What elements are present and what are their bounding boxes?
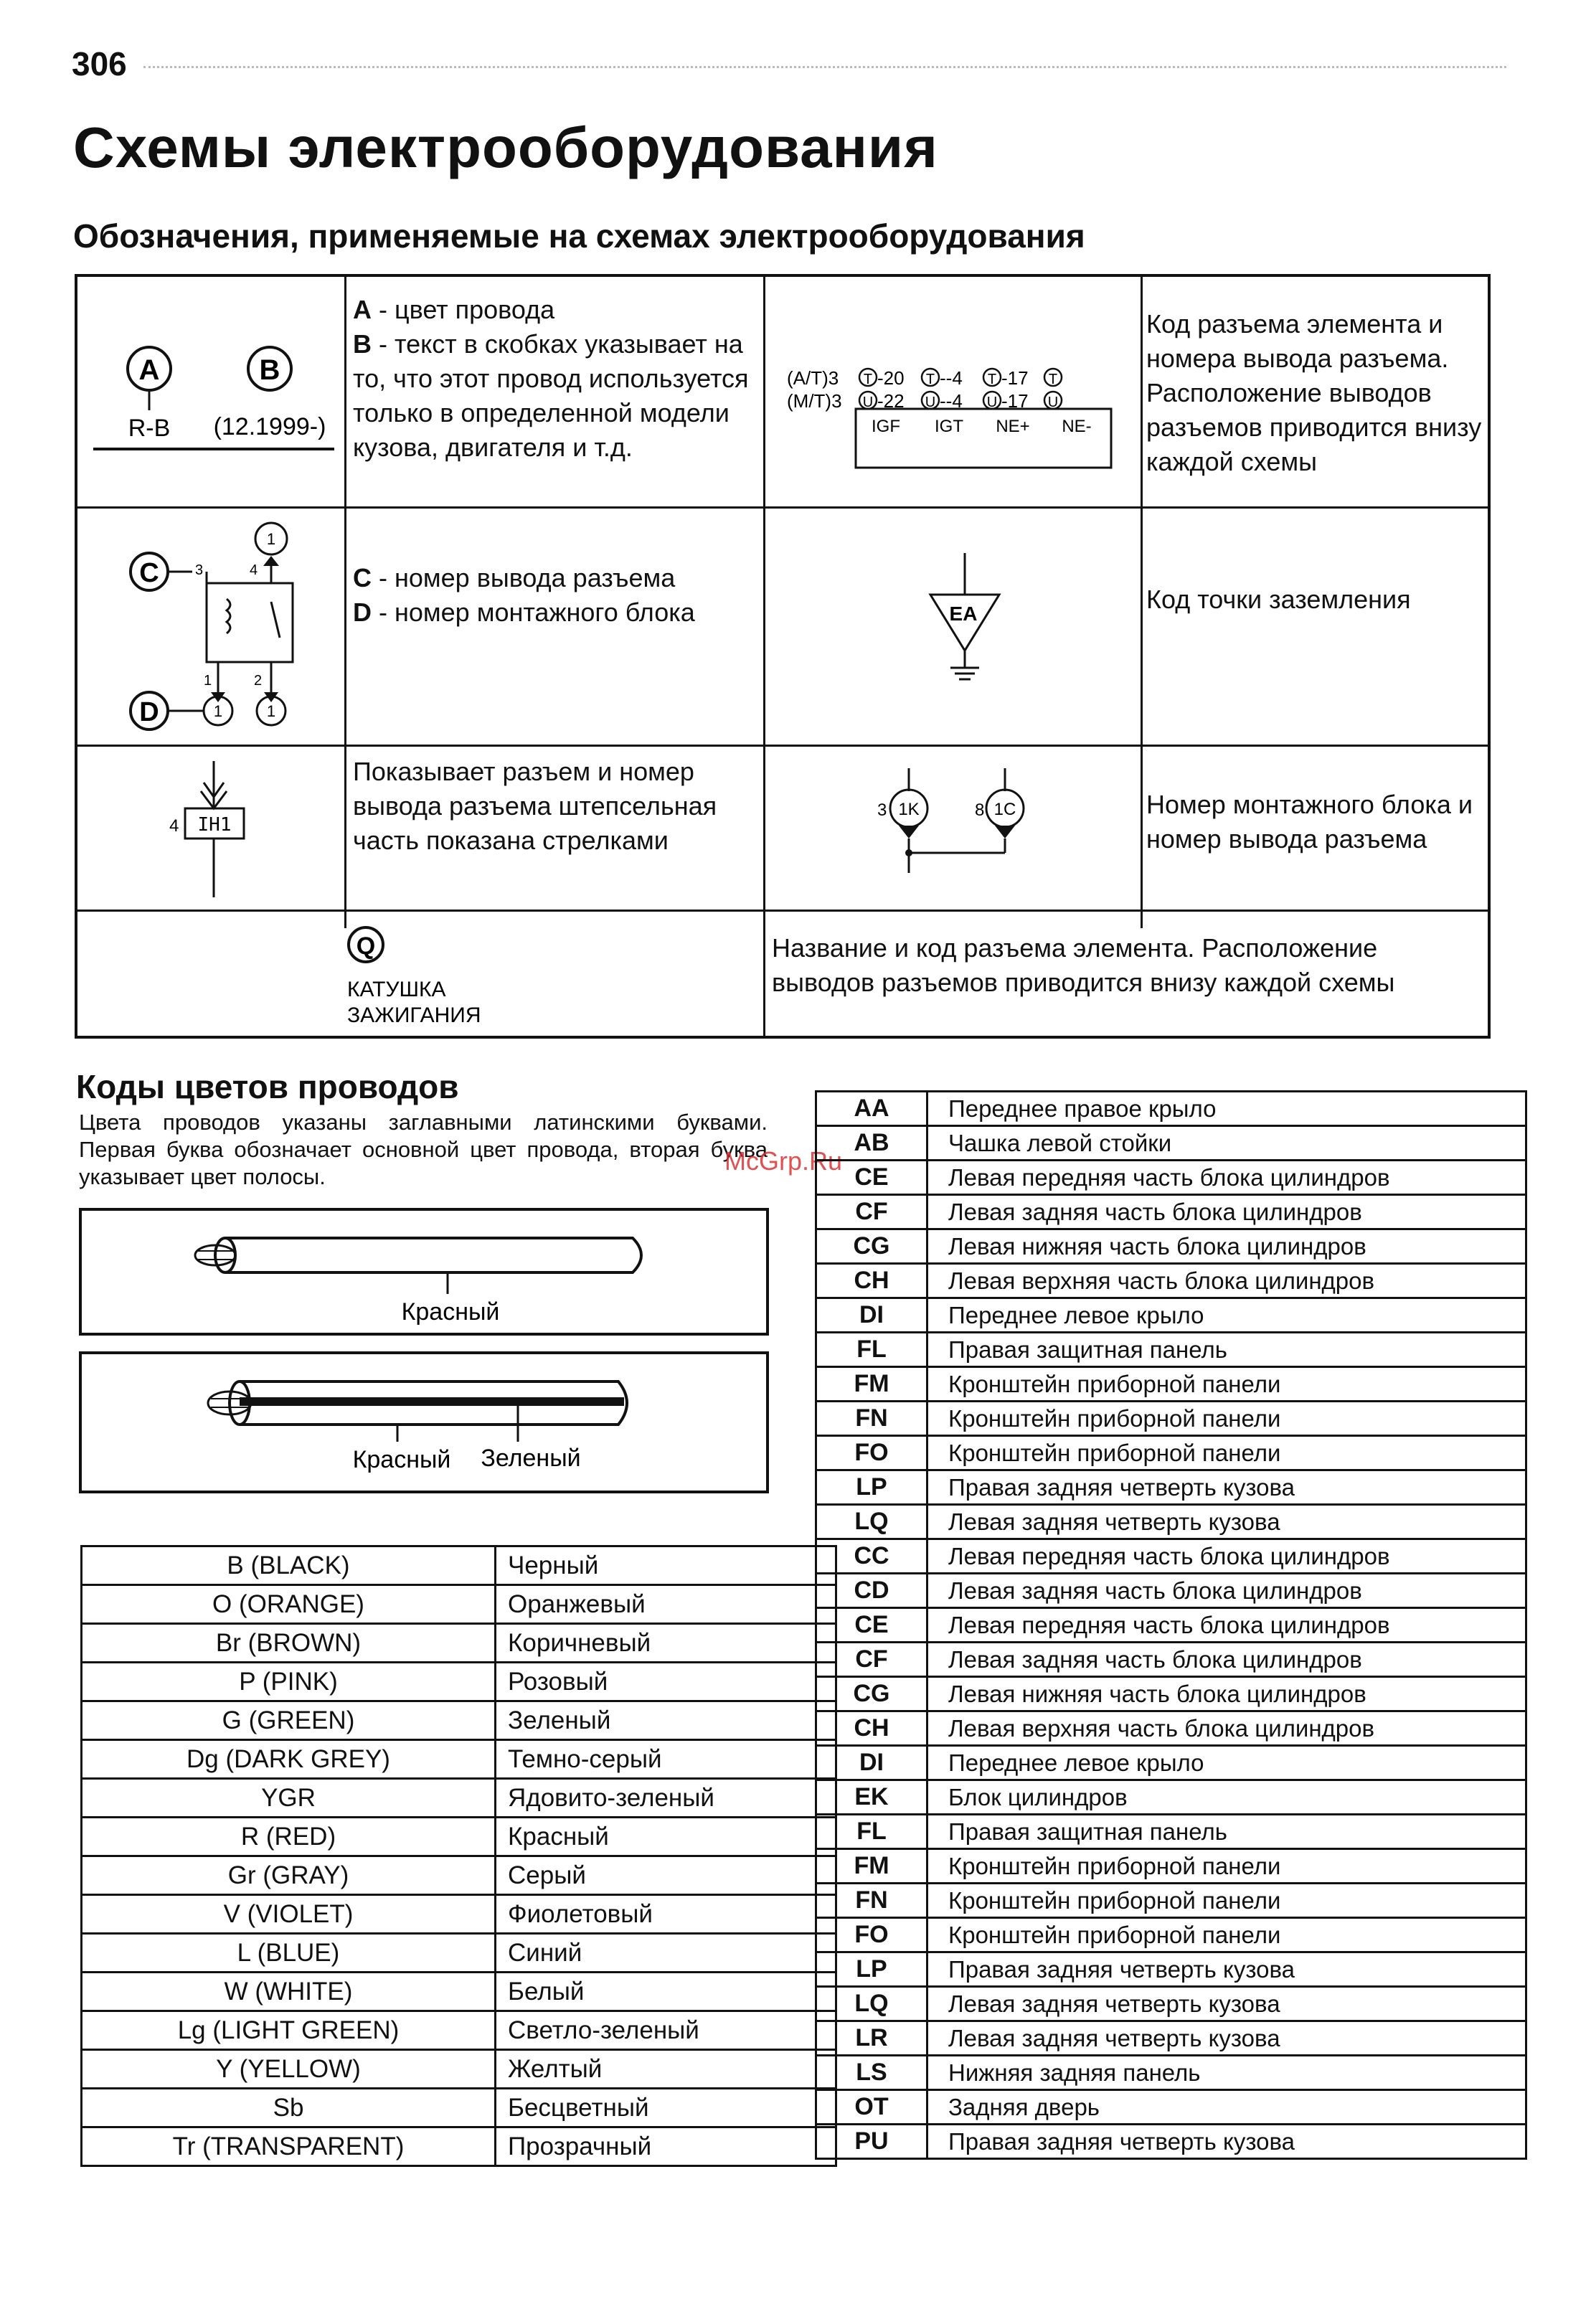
junction-block-graphic xyxy=(765,747,1141,910)
connector-line-6: -22 xyxy=(877,390,905,412)
junction-block-description: Номер монтажного блока и номер вывода разъема xyxy=(1146,790,1473,854)
table-row xyxy=(816,1367,1526,1402)
wire-colors-heading: Коды цветов проводов xyxy=(76,1068,459,1105)
wire-color-description xyxy=(353,293,755,465)
pin-t: T xyxy=(925,372,935,387)
connector-graphic xyxy=(765,277,1141,506)
block-code-2: 1C xyxy=(993,800,1016,819)
color-name: Черный xyxy=(496,1546,836,1585)
color-name: Прозрачный xyxy=(496,2127,836,2166)
table-row xyxy=(816,1746,1526,1780)
table-row xyxy=(816,2021,1526,2056)
color-code: V (VIOLET) xyxy=(82,1895,496,1934)
table-row xyxy=(82,1895,836,1934)
legend-divider xyxy=(344,277,346,928)
table-row xyxy=(816,1918,1526,1952)
location-name: Левая нижняя часть блока цилиндров xyxy=(927,1677,1526,1711)
label-b: (12.1999-) xyxy=(213,413,326,440)
page-number: 306 xyxy=(72,45,127,82)
wire-color-table xyxy=(80,1545,837,2167)
color-code: Sb xyxy=(82,2089,496,2127)
location-name: Кронштейн приборной панели xyxy=(927,1884,1526,1918)
location-code: CF xyxy=(816,1195,927,1229)
color-code: Lg (LIGHT GREEN) xyxy=(82,2011,496,2050)
watermark: McGrp.Ru xyxy=(724,1146,843,1176)
table-row xyxy=(82,1546,836,1585)
solid-wire-illustration xyxy=(79,1208,769,1336)
color-code: Y (YELLOW) xyxy=(82,2050,496,2089)
connector-line-2: -20 xyxy=(877,367,905,389)
junction-block-symbol xyxy=(765,747,1141,910)
ground-code: EA xyxy=(949,603,978,625)
legend-table xyxy=(75,274,1491,1039)
table-row xyxy=(816,1849,1526,1884)
location-code: FM xyxy=(816,1849,927,1884)
relay-symbol xyxy=(77,509,344,745)
connector-description: Код разъема элемента и номера вывода разъема. Расположение выводов разъемов приводится внизу каждой схемы xyxy=(1146,309,1482,476)
terminal-ne-minus: NE- xyxy=(1062,417,1092,436)
desc-b-text: - текст в скобках указывает на то, что этот провод используется только в определенной модели кузова, двигателя и т.д. xyxy=(353,329,749,462)
connector-line-8: -17 xyxy=(1001,390,1029,412)
location-code: DI xyxy=(816,1746,927,1780)
location-code: OT xyxy=(816,2090,927,2125)
color-code: G (GREEN) xyxy=(82,1701,496,1740)
circle-bottom-left: 1 xyxy=(213,702,223,720)
table-row xyxy=(82,1818,836,1856)
table-row xyxy=(82,1856,836,1895)
color-name: Бесцветный xyxy=(496,2089,836,2127)
table-row xyxy=(82,2011,836,2050)
table-row xyxy=(816,2090,1526,2125)
location-name: Левая верхняя часть блока цилиндров xyxy=(927,1264,1526,1298)
table-row xyxy=(816,1436,1526,1470)
location-name: Левая нижняя часть блока цилиндров xyxy=(927,1229,1526,1264)
table-row xyxy=(816,1195,1526,1229)
location-code: FO xyxy=(816,1436,927,1470)
desc-a-text: - цвет провода xyxy=(372,295,555,324)
pin-t: T xyxy=(863,372,873,387)
desc-c-key: C xyxy=(353,563,372,592)
location-code: FO xyxy=(816,1918,927,1952)
pin-top: 1 xyxy=(266,530,276,548)
location-name: Левая передняя часть блока цилиндров xyxy=(927,1161,1526,1195)
location-code: DI xyxy=(816,1298,927,1333)
table-row xyxy=(816,1298,1526,1333)
pin-u: U xyxy=(862,395,874,410)
table-row xyxy=(816,1264,1526,1298)
pin-2: 2 xyxy=(254,673,263,689)
symbol-d: D xyxy=(139,697,159,727)
location-code: LP xyxy=(816,1952,927,1987)
plug-connector-symbol xyxy=(77,747,344,910)
wire2-label-2: Зеленый xyxy=(481,1445,581,1472)
pin-4: 4 xyxy=(250,562,258,578)
table-row xyxy=(816,1711,1526,1746)
block-code-1: 1K xyxy=(898,800,920,819)
location-code: CH xyxy=(816,1711,927,1746)
color-name: Ядовито-зеленый xyxy=(496,1779,836,1818)
location-name: Переднее правое крыло xyxy=(927,1092,1526,1126)
element-graphic xyxy=(77,912,763,1039)
symbol-q: Q xyxy=(356,932,376,960)
location-code: LS xyxy=(816,2056,927,2090)
location-code: FM xyxy=(816,1367,927,1402)
location-code: LP xyxy=(816,1470,927,1505)
location-code: CF xyxy=(816,1643,927,1677)
table-row xyxy=(816,1608,1526,1643)
table-row xyxy=(82,1624,836,1663)
location-name: Левая передняя часть блока цилиндров xyxy=(927,1539,1526,1574)
desc-c-text: - номер вывода разъема xyxy=(372,563,676,592)
wire2-label-1: Красный xyxy=(352,1446,451,1473)
element-symbol xyxy=(77,912,763,1039)
color-name: Розовый xyxy=(496,1663,836,1701)
desc-d-text: - номер монтажного блока xyxy=(372,597,695,627)
element-description: Название и код разъема элемента. Расположение выводов разъемов приводится внизу каждой схемы xyxy=(772,933,1395,997)
location-name: Кронштейн приборной панели xyxy=(927,1436,1526,1470)
color-code: O (ORANGE) xyxy=(82,1585,496,1624)
table-row xyxy=(82,1701,836,1740)
location-name: Правая задняя четверть кузова xyxy=(927,1470,1526,1505)
element-name-line-2: ЗАЖИГАНИЯ xyxy=(347,1003,481,1027)
connector-line-7: --4 xyxy=(940,390,963,412)
wire1-label: Красный xyxy=(401,1298,500,1326)
location-code: FL xyxy=(816,1815,927,1849)
color-name: Оранжевый xyxy=(496,1585,836,1624)
striped-wire-illustration xyxy=(79,1351,769,1493)
table-row xyxy=(816,1884,1526,1918)
location-name: Левая задняя четверть кузова xyxy=(927,2021,1526,2056)
location-name: Нижняя задняя панель xyxy=(927,2056,1526,2090)
plug-connector-graphic xyxy=(77,747,344,910)
location-name: Задняя дверь xyxy=(927,2090,1526,2125)
location-name: Левая задняя часть блока цилиндров xyxy=(927,1195,1526,1229)
location-name: Левая задняя часть блока цилиндров xyxy=(927,1574,1526,1608)
table-row xyxy=(816,2125,1526,2159)
location-code: FL xyxy=(816,1333,927,1367)
table-row xyxy=(816,1574,1526,1608)
table-row xyxy=(816,1815,1526,1849)
terminal-ne-plus: NE+ xyxy=(996,417,1030,436)
pin-u: U xyxy=(925,395,936,410)
connector-line-4: -17 xyxy=(1001,367,1029,389)
table-row xyxy=(82,1779,836,1818)
pin-num: 4 xyxy=(169,816,179,836)
location-code: CG xyxy=(816,1229,927,1264)
location-name: Кронштейн приборной панели xyxy=(927,1402,1526,1436)
table-row xyxy=(816,1539,1526,1574)
location-name: Переднее левое крыло xyxy=(927,1298,1526,1333)
relay-graphic xyxy=(77,509,344,745)
striped-wire-icon xyxy=(82,1354,766,1491)
color-name: Зеленый xyxy=(496,1701,836,1740)
location-name: Левая верхняя часть блока цилиндров xyxy=(927,1711,1526,1746)
pin-3: 3 xyxy=(195,562,204,578)
table-row xyxy=(82,1740,836,1779)
color-code: B (BLACK) xyxy=(82,1546,496,1585)
legend-divider xyxy=(1141,277,1143,928)
connector-line-1: (A/T)3 xyxy=(787,367,839,389)
connector-code: IH1 xyxy=(197,814,232,836)
table-row xyxy=(82,1934,836,1973)
table-row xyxy=(816,1643,1526,1677)
color-name: Светло-зеленый xyxy=(496,2011,836,2050)
block-pin-2: 8 xyxy=(975,800,985,820)
location-name: Кронштейн приборной панели xyxy=(927,1367,1526,1402)
location-name: Правая задняя четверть кузова xyxy=(927,2125,1526,2159)
table-row xyxy=(82,1973,836,2011)
plug-connector-description: Показывает разъем и номер вывода разъема штепсельная часть показана стрелками xyxy=(353,757,717,855)
wire-color-symbol xyxy=(77,277,344,506)
color-code: YGR xyxy=(82,1779,496,1818)
color-name: Белый xyxy=(496,1973,836,2011)
color-name: Серый xyxy=(496,1856,836,1895)
location-code: CE xyxy=(816,1608,927,1643)
table-row xyxy=(816,1505,1526,1539)
color-name: Красный xyxy=(496,1818,836,1856)
location-code: CH xyxy=(816,1264,927,1298)
location-name: Правая задняя четверть кузова xyxy=(927,1952,1526,1987)
location-code: CC xyxy=(816,1539,927,1574)
color-name: Фиолетовый xyxy=(496,1895,836,1934)
color-name: Темно-серый xyxy=(496,1740,836,1779)
location-code: FN xyxy=(816,1884,927,1918)
location-name: Левая задняя часть блока цилиндров xyxy=(927,1643,1526,1677)
color-code: Dg (DARK GREY) xyxy=(82,1740,496,1779)
location-name: Левая задняя четверть кузова xyxy=(927,1987,1526,2021)
table-row xyxy=(82,2050,836,2089)
color-code: R (RED) xyxy=(82,1818,496,1856)
desc-b-key: B xyxy=(353,329,372,359)
wire-colors-paragraph: Цвета проводов указаны заглавными латинскими буквами. Первая буква обозначает основной цвет провода, вторая буква указывает цвет полосы. xyxy=(79,1110,768,1189)
table-row xyxy=(816,1952,1526,1987)
location-code: AA xyxy=(816,1092,927,1126)
location-code: LQ xyxy=(816,1987,927,2021)
symbol-c: C xyxy=(139,558,159,588)
ground-icon xyxy=(765,509,1141,745)
section-subtitle: Обозначения, применяемые на схемах электрооборудования xyxy=(73,217,1085,255)
table-row xyxy=(82,2089,836,2127)
color-name: Коричневый xyxy=(496,1624,836,1663)
element-name-line-1: КАТУШКА xyxy=(347,978,446,1001)
color-name: Синий xyxy=(496,1934,836,1973)
table-row xyxy=(816,1470,1526,1505)
color-name: Желтый xyxy=(496,2050,836,2089)
table-row xyxy=(816,1161,1526,1195)
circle-bottom-right: 1 xyxy=(266,702,276,720)
desc-d-key: D xyxy=(353,597,372,627)
header-rule xyxy=(143,66,1506,68)
location-name: Кронштейн приборной панели xyxy=(927,1918,1526,1952)
pin-u: U xyxy=(1047,395,1059,410)
color-code: Br (BROWN) xyxy=(82,1624,496,1663)
location-code: LR xyxy=(816,2021,927,2056)
table-row xyxy=(816,1092,1526,1126)
table-row xyxy=(82,1663,836,1701)
table-row xyxy=(816,1780,1526,1815)
block-pin-1: 3 xyxy=(877,800,887,820)
location-name: Кронштейн приборной панели xyxy=(927,1849,1526,1884)
symbol-a: A xyxy=(138,354,160,386)
wire-symbol-graphic xyxy=(77,277,344,506)
connector-line-3: --4 xyxy=(940,367,963,389)
ground-symbol xyxy=(765,509,1141,745)
location-code: AB xyxy=(816,1126,927,1161)
location-code: FN xyxy=(816,1402,927,1436)
connector-symbol xyxy=(765,277,1141,506)
location-name: Блок цилиндров xyxy=(927,1780,1526,1815)
page-title: Схемы электрооборудования xyxy=(73,115,938,179)
location-name: Левая передняя часть блока цилиндров xyxy=(927,1608,1526,1643)
pin-t: T xyxy=(987,372,997,387)
table-row xyxy=(82,1585,836,1624)
symbol-b: B xyxy=(259,354,280,386)
location-name: Чашка левой стойки xyxy=(927,1126,1526,1161)
color-code: Gr (GRAY) xyxy=(82,1856,496,1895)
pin-t: T xyxy=(1048,372,1058,387)
location-code: EK xyxy=(816,1780,927,1815)
table-row xyxy=(82,2127,836,2166)
table-row xyxy=(816,1677,1526,1711)
table-row xyxy=(816,2056,1526,2090)
pin-1: 1 xyxy=(204,673,212,689)
color-code: W (WHITE) xyxy=(82,1973,496,2011)
table-row xyxy=(816,1229,1526,1264)
table-row xyxy=(816,1333,1526,1367)
location-code: LQ xyxy=(816,1505,927,1539)
table-row xyxy=(816,1126,1526,1161)
location-code: CD xyxy=(816,1574,927,1608)
connector-line-5: (M/T)3 xyxy=(787,390,842,412)
color-code: L (BLUE) xyxy=(82,1934,496,1973)
location-name: Левая задняя четверть кузова xyxy=(927,1505,1526,1539)
ground-location-table xyxy=(815,1090,1527,2160)
label-a: R-B xyxy=(128,415,171,442)
location-name: Правая защитная панель xyxy=(927,1333,1526,1367)
desc-a-key: A xyxy=(353,295,372,324)
location-code: PU xyxy=(816,2125,927,2159)
location-code: CG xyxy=(816,1677,927,1711)
ground-description: Код точки заземления xyxy=(1146,585,1411,614)
location-name: Правая защитная панель xyxy=(927,1815,1526,1849)
terminal-igf: IGF xyxy=(872,417,900,436)
relay-description xyxy=(353,561,755,630)
location-name: Переднее левое крыло xyxy=(927,1746,1526,1780)
color-code: Tr (TRANSPARENT) xyxy=(82,2127,496,2166)
table-row xyxy=(816,1987,1526,2021)
table-row xyxy=(816,1402,1526,1436)
terminal-igt: IGT xyxy=(935,417,963,436)
location-code: CE xyxy=(816,1161,927,1195)
solid-wire-icon xyxy=(82,1211,766,1333)
color-code: P (PINK) xyxy=(82,1663,496,1701)
pin-u: U xyxy=(986,395,998,410)
